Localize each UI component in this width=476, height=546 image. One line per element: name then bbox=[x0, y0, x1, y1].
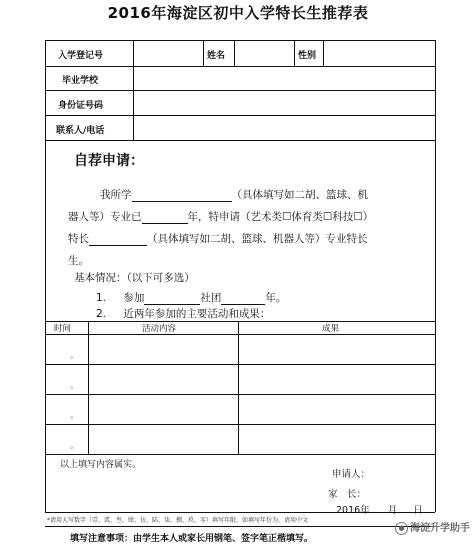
table-row: 。 bbox=[70, 351, 80, 361]
table-header-result: 成果 bbox=[322, 324, 340, 334]
date-line: 2016年 月 日 bbox=[336, 505, 423, 516]
id-number-field[interactable] bbox=[135, 92, 433, 113]
activities-item: 2. 近两年参加的主要活动和成果： bbox=[96, 308, 271, 320]
watermark: ● 海淀升学助手 bbox=[395, 519, 470, 535]
application-line-3: 特长 （具体填写如二胡、篮球、机器人等）专业特长 bbox=[68, 233, 368, 245]
filling-instructions: 填写注意事项：由学生本人或家长用钢笔、签字笔正楷填写。 bbox=[70, 534, 314, 544]
registration-no-label: 入学登记号 bbox=[58, 51, 104, 61]
applicant-signature-label: 申请人： bbox=[332, 469, 371, 480]
number-format-note: *请用大写数字（壹、贰、叁、肆、伍、陆、柒、捌、玖、零）填写年限，如填写年份为、请用中文 bbox=[47, 517, 309, 524]
table-header-time: 时间 bbox=[54, 324, 72, 334]
id-number-label: 身份证号码 bbox=[58, 101, 104, 111]
major-blank[interactable] bbox=[132, 201, 232, 202]
name-field[interactable] bbox=[236, 42, 292, 64]
chat-bubble-icon: ● bbox=[395, 522, 408, 535]
page-title: 2016年海淀区初中入学特长生推荐表 bbox=[107, 4, 369, 22]
truthfulness-statement: 以上填写内容属实。 bbox=[60, 460, 142, 470]
table-row: 。 bbox=[70, 441, 80, 451]
application-line-1: 我所学 （具体填写如二胡、篮球、机 bbox=[100, 189, 368, 201]
gender-field[interactable] bbox=[325, 42, 433, 64]
contact-field[interactable] bbox=[135, 117, 433, 138]
graduated-school-field[interactable] bbox=[135, 68, 433, 88]
years-blank[interactable] bbox=[142, 223, 188, 224]
self-application-heading: 自荐申请： bbox=[74, 153, 144, 169]
registration-no-field[interactable] bbox=[135, 42, 201, 64]
club-item: 1. 参加 社团 年。 bbox=[96, 292, 287, 304]
club-name-blank[interactable] bbox=[144, 304, 200, 305]
graduated-school-label: 毕业学校 bbox=[62, 76, 99, 86]
name-label: 姓名 bbox=[207, 51, 226, 61]
basic-info-label: 基本情况：（以下可多选） bbox=[74, 272, 195, 284]
parent-signature-label: 家 长： bbox=[328, 489, 367, 500]
table-row: 。 bbox=[70, 381, 80, 391]
club-years-blank[interactable] bbox=[221, 304, 265, 305]
application-line-4: 生。 bbox=[68, 255, 89, 267]
table-row: 。 bbox=[70, 411, 80, 421]
specialty-blank[interactable] bbox=[89, 245, 147, 246]
contact-label: 联系人/电话 bbox=[56, 126, 105, 136]
gender-label: 性别 bbox=[298, 51, 317, 61]
application-line-2: 器人等）专业已 年，特申请（艺术类☐体育类☐科技☐） bbox=[68, 211, 374, 223]
table-header-activity: 活动内容 bbox=[142, 324, 177, 334]
